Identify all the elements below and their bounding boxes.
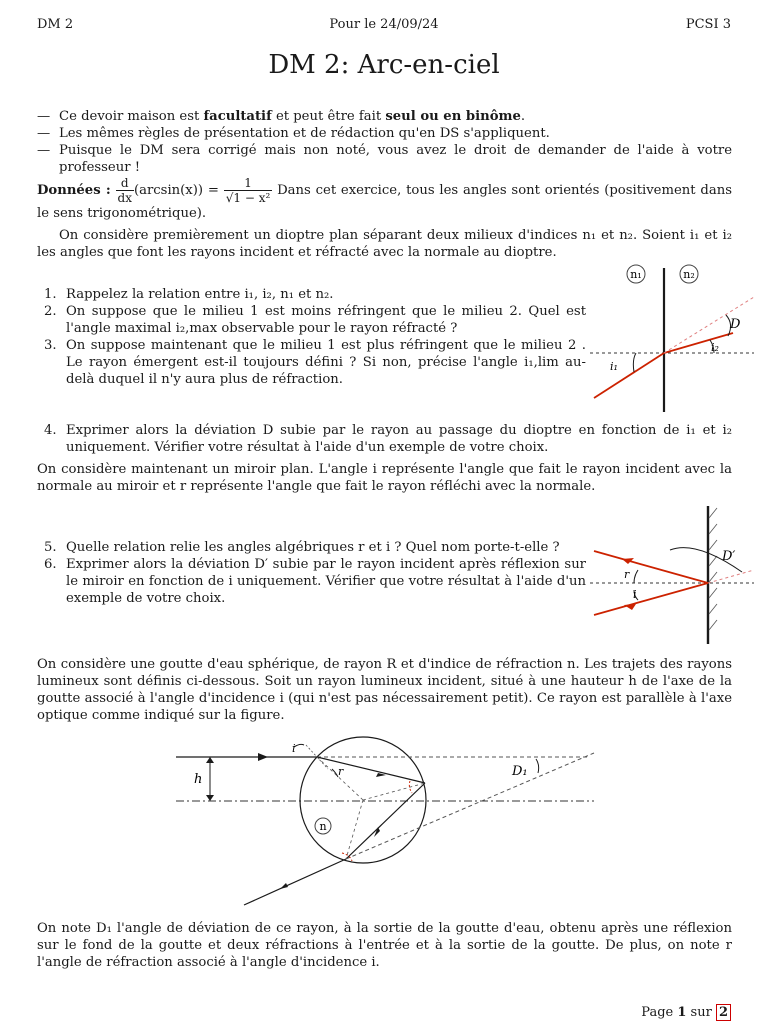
label-i1: i₁ (610, 360, 618, 373)
mirror-reflected-ray (594, 551, 708, 583)
refracted-ray (664, 333, 733, 353)
mirror-extension (708, 570, 754, 583)
header-left: DM 2 (37, 17, 74, 32)
reflected-ray (346, 783, 425, 859)
question-6: 6. Exprimer alors la déviation D′ subie par le rayon incident après réflexion sur le miroir en fonction de i uniquement. Vérifier que votre résultat à l'aide d'un exemple de votre choix. (44, 557, 586, 606)
paragraph-2: On considère maintenant un miroir plan. L'angle i représente l'angle que fait le rayon incident avec la normale au miroir et r représente l'angle que fait le rayon réfléchi avec la normale. (37, 462, 732, 494)
drop-label-r: r (338, 765, 344, 778)
mirror-figure (588, 500, 758, 648)
label-n1: n₁ (630, 268, 642, 281)
donnees: Données : $\frac{d}{dx}$ (arcsin(x)) = $\frac{1}{\text{√1 − x²}}$ Dans cet exercice, tous les angles sont orientés (positivement dans le sens trigonométrique). (37, 176, 732, 221)
question-4: 4. Exprimer alors la déviation D subie par le rayon au passage du dioptre en fonction de i₁ et i₂ uniquement. Vérifier votre résultat à l'aide d'un exemple de votre choix. (44, 423, 732, 455)
drop-label-n: n (319, 820, 327, 833)
label-i2: i₂ (711, 341, 719, 354)
question-3: 3. On suppose maintenant que le milieu 1 est plus réfringent que le milieu 2 . Le rayon émergent est-il toujours défini ? Si non, précise l'angle i₁,lim au-delà duquel il n'y aura plus de réfraction. (44, 338, 586, 387)
label-D: D (730, 317, 741, 332)
header-right: PCSI 3 (685, 17, 731, 32)
current-page: 1 (677, 1005, 687, 1020)
paragraph-3: On considère une goutte d'eau sphérique, de rayon R et d'indice de réfraction n. Les trajets des rayons lumineux sont définis ci-dessous. Soit un rayon lumineux incident, situé à une hauteur h de l'axe de la goutte associé à l'angle d'incidence i (qui n'est pas nécessairement petit). Ce rayon est parallèle à l'axe optique comme indiqué sur la figure. (37, 657, 732, 723)
question-5: 5. Quelle relation relie les angles algébriques r et i ? Quel nom porte-t-elle ? (44, 540, 560, 555)
intro-list (37, 108, 732, 176)
dioptre-figure (588, 260, 758, 420)
page-footer: Page 1 sur 2 (641, 1004, 731, 1021)
mirror-incident-ray (594, 583, 708, 615)
label-i: i (633, 588, 637, 601)
extension-line (664, 297, 754, 353)
drop-figure (170, 735, 600, 910)
drop-label-D1: D₁ (512, 764, 528, 779)
label-Dprime: D′ (722, 549, 736, 564)
paragraph-4: On note D₁ l'angle de déviation de ce rayon, à la sortie de la goutte d'eau, obtenu après une réflexion sur le fond de la goutte et deux réfractions à l'entrée et à la sortie de la goutte. De plus, on note r l'angle de réfraction associé à l'angle d'incidence i. (37, 921, 732, 970)
intro-bullet-2: — Les mêmes règles de présentation et de rédaction qu'en DS s'appliquent. (37, 126, 550, 141)
emergent-ray (244, 859, 346, 905)
mirror-hatching (709, 508, 717, 630)
questions-5-6 (44, 539, 586, 607)
derivative-fraction: $\frac{d}{dx}$ (117, 176, 132, 205)
page-title: DM 2: Arc-en-ciel (268, 50, 500, 80)
question-4-block (44, 422, 732, 456)
emergent-extension (346, 753, 594, 859)
total-pages-link[interactable]: 2 (716, 1004, 731, 1021)
questions-1-3 (44, 286, 586, 388)
header-center: Pour le 24/09/24 (329, 17, 439, 32)
label-n2: n₂ (683, 268, 695, 281)
question-2: 2. On suppose que le milieu 1 est moins réfringent que le milieu 2. Quel est l'angle maximal i₂,max observable pour le rayon réfracté ? (44, 304, 586, 336)
paragraph-1: On considère premièrement un dioptre plan séparant deux milieux d'indices n₁ et n₂. Soient i₁ et i₂ les angles que font les rayons incident et réfracté avec la normale au dioptre. (37, 228, 732, 260)
intro-bullet-1: — Ce devoir maison est facultatif et peut être fait seul ou en binôme. (37, 109, 526, 124)
drop-label-h: h (194, 772, 203, 787)
label-r: r (624, 568, 630, 581)
arcsin-fraction: $\frac{1}{\text{√1 − x²}}$ (225, 176, 271, 205)
drop-label-i: i (292, 742, 296, 755)
intro-bullet-3: — Puisque le DM sera corrigé mais non noté, vous avez le droit de demander de l'aide à votre professeur ! (37, 143, 732, 175)
question-1: 1. Rappelez la relation entre i₁, i₂, n₁ et n₂. (44, 287, 334, 302)
incident-ray (594, 353, 664, 398)
